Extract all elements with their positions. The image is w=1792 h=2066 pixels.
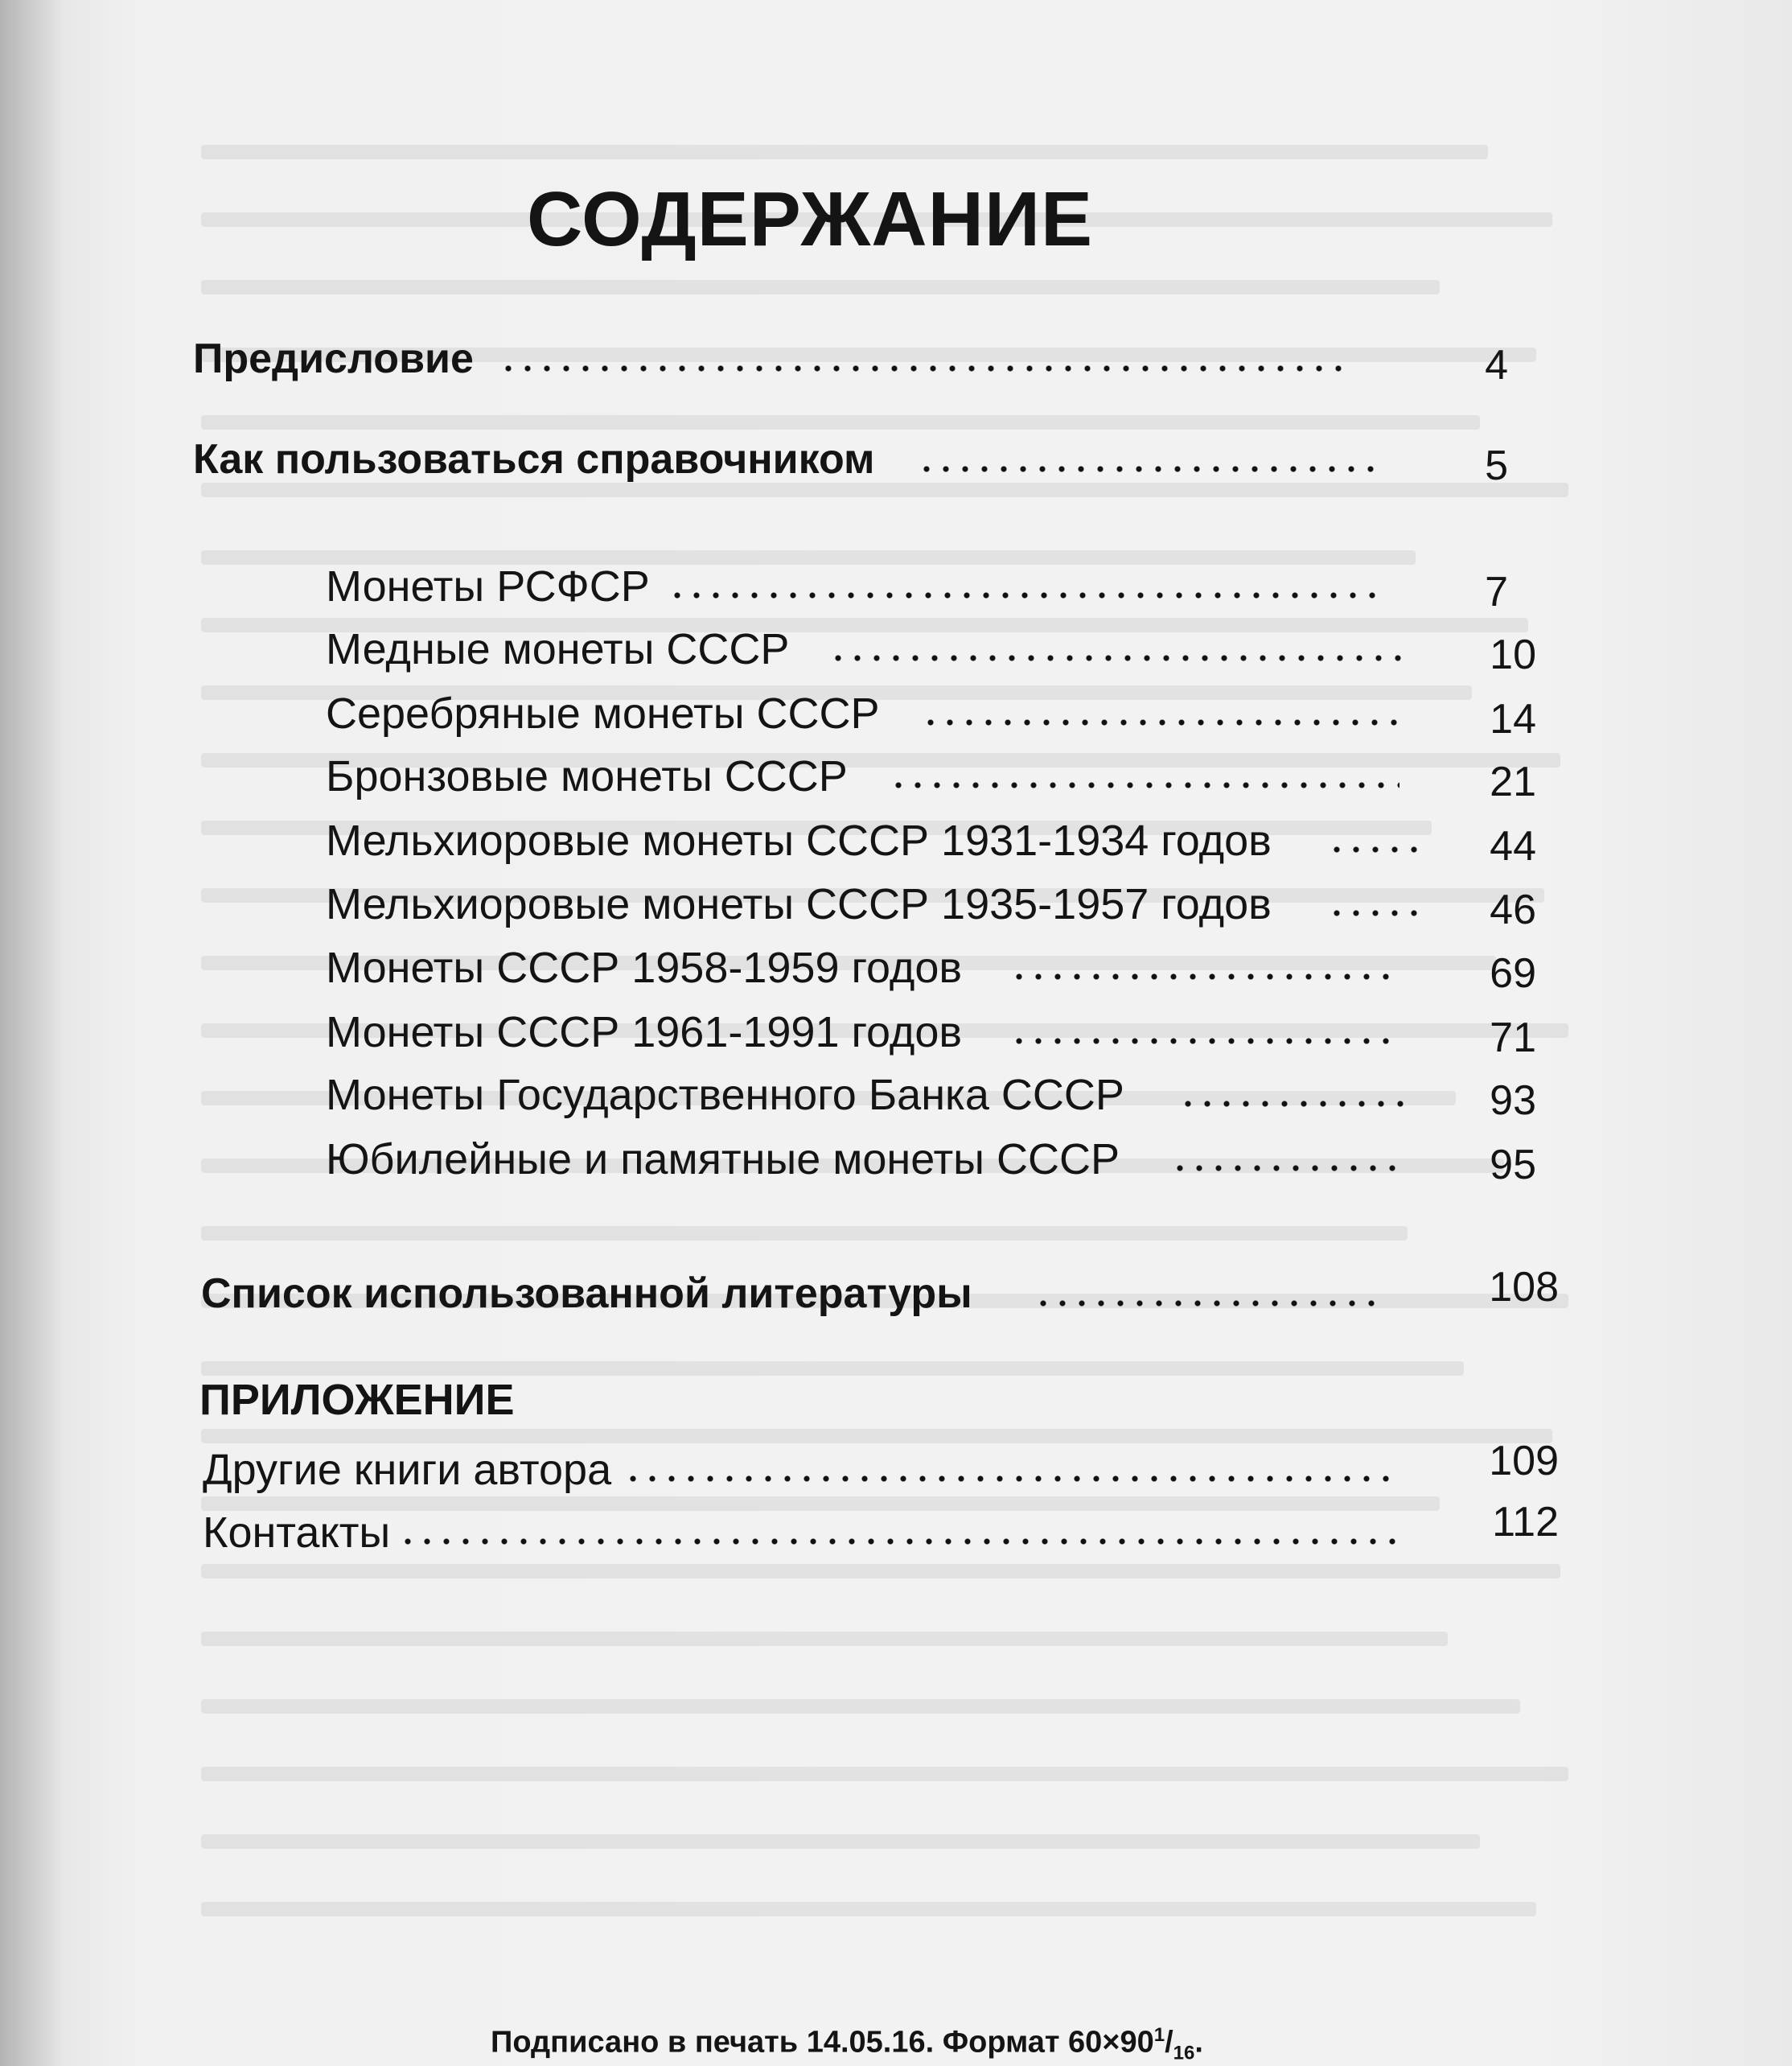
toc-entry-other-books [0,1438,1792,1504]
print-info-suffix: . [1194,2025,1203,2060]
toc-page-number: 109 [1489,1438,1559,1484]
toc-page-number: 46 [1490,887,1536,933]
toc-page-number: 71 [1490,1014,1536,1061]
print-info-footer [491,2026,1203,2063]
toc-entry-label: Монеты РСФСР [326,562,650,611]
toc-entry-label: Список использованной литературы [201,1270,972,1317]
toc-entry-how-to-use [0,438,1792,495]
toc-entry-label: Серебряные монеты СССР [326,689,880,738]
toc-entry-copper-coins [0,625,1792,684]
toc-page-number: 112 [1492,1499,1559,1545]
dot-leader [398,1537,1395,1546]
toc-entry-bronze-coins [0,752,1792,811]
toc-entry-label: Мельхиоровые монеты СССР 1935-1957 годов [326,880,1272,928]
toc-page-number: 14 [1490,696,1536,743]
dot-leader [1009,972,1391,982]
appendix-heading: ПРИЛОЖЕНИЕ [199,1376,515,1424]
dot-leader [1009,1036,1391,1046]
page-title: СОДЕРЖАНИЕ [527,176,1093,262]
toc-entry-literature [0,1264,1792,1329]
toc-page-number: 44 [1490,823,1536,870]
dot-leader [1327,908,1420,918]
toc-entry-contacts [0,1499,1792,1567]
toc-entry-jubilee-coins [0,1135,1792,1194]
toc-page-number: 21 [1490,759,1536,805]
toc-entry-cupronickel-1931 [0,819,1792,875]
dot-leader [499,364,1343,373]
toc-entry-state-bank [0,1073,1792,1130]
toc-entry-1958-1959 [0,946,1792,1002]
toc-entry-silver-coins [0,689,1792,748]
dot-leader [1178,1099,1412,1109]
dot-leader [889,780,1399,790]
toc-page-number: 7 [1485,569,1508,615]
toc-entry-label: Мельхиоровые монеты СССР 1931-1934 годов [326,817,1272,865]
toc-page-number: 5 [1485,442,1508,489]
toc-entry-label: Юбилейные и памятные монеты СССР [326,1135,1120,1183]
toc-entry-preface [0,335,1792,394]
dot-leader [828,653,1408,663]
toc-entry-label: Монеты СССР 1961-1991 годов [326,1008,963,1056]
toc-entry-1961-1991 [0,1010,1792,1067]
dot-leader [668,591,1379,600]
toc-entry-rsfsr [0,562,1792,621]
toc-entry-label: Как пользоваться справочником [193,436,875,483]
toc-page-number: 69 [1490,950,1536,997]
toc-entry-label: Монеты СССР 1958-1959 годов [326,944,963,992]
format-subscript: 16 [1173,2042,1195,2064]
toc-page-number: 10 [1490,632,1536,678]
toc-page-number: 95 [1490,1142,1536,1188]
dot-leader [1034,1298,1387,1308]
dot-leader [1170,1163,1404,1173]
show-through-text [201,145,1568,1995]
dot-leader [623,1474,1395,1484]
toc-entry-label: Другие книги автора [203,1446,612,1494]
toc-entry-label: Бронзовые монеты СССР [326,752,848,800]
toc-entry-label: Медные монеты СССР [326,625,790,673]
toc-entry-cupronickel-1935 [0,880,1792,939]
toc-entry-label: Монеты Государственного Банка СССР [326,1071,1124,1119]
format-slash: / [1165,2025,1173,2060]
toc-entry-label: Контакты [203,1508,391,1557]
dot-leader [1327,845,1420,854]
dot-leader [917,464,1375,474]
toc-page-number: 4 [1485,342,1508,389]
dot-leader [921,718,1404,727]
toc-page-number: 93 [1490,1077,1536,1124]
format-superscript: 1 [1153,2024,1165,2046]
print-info-prefix: Подписано в печать 14.05.16. Формат 60×90 [491,2025,1154,2060]
toc-page-number: 108 [1489,1264,1559,1311]
toc-entry-label: Предисловие [193,335,474,382]
